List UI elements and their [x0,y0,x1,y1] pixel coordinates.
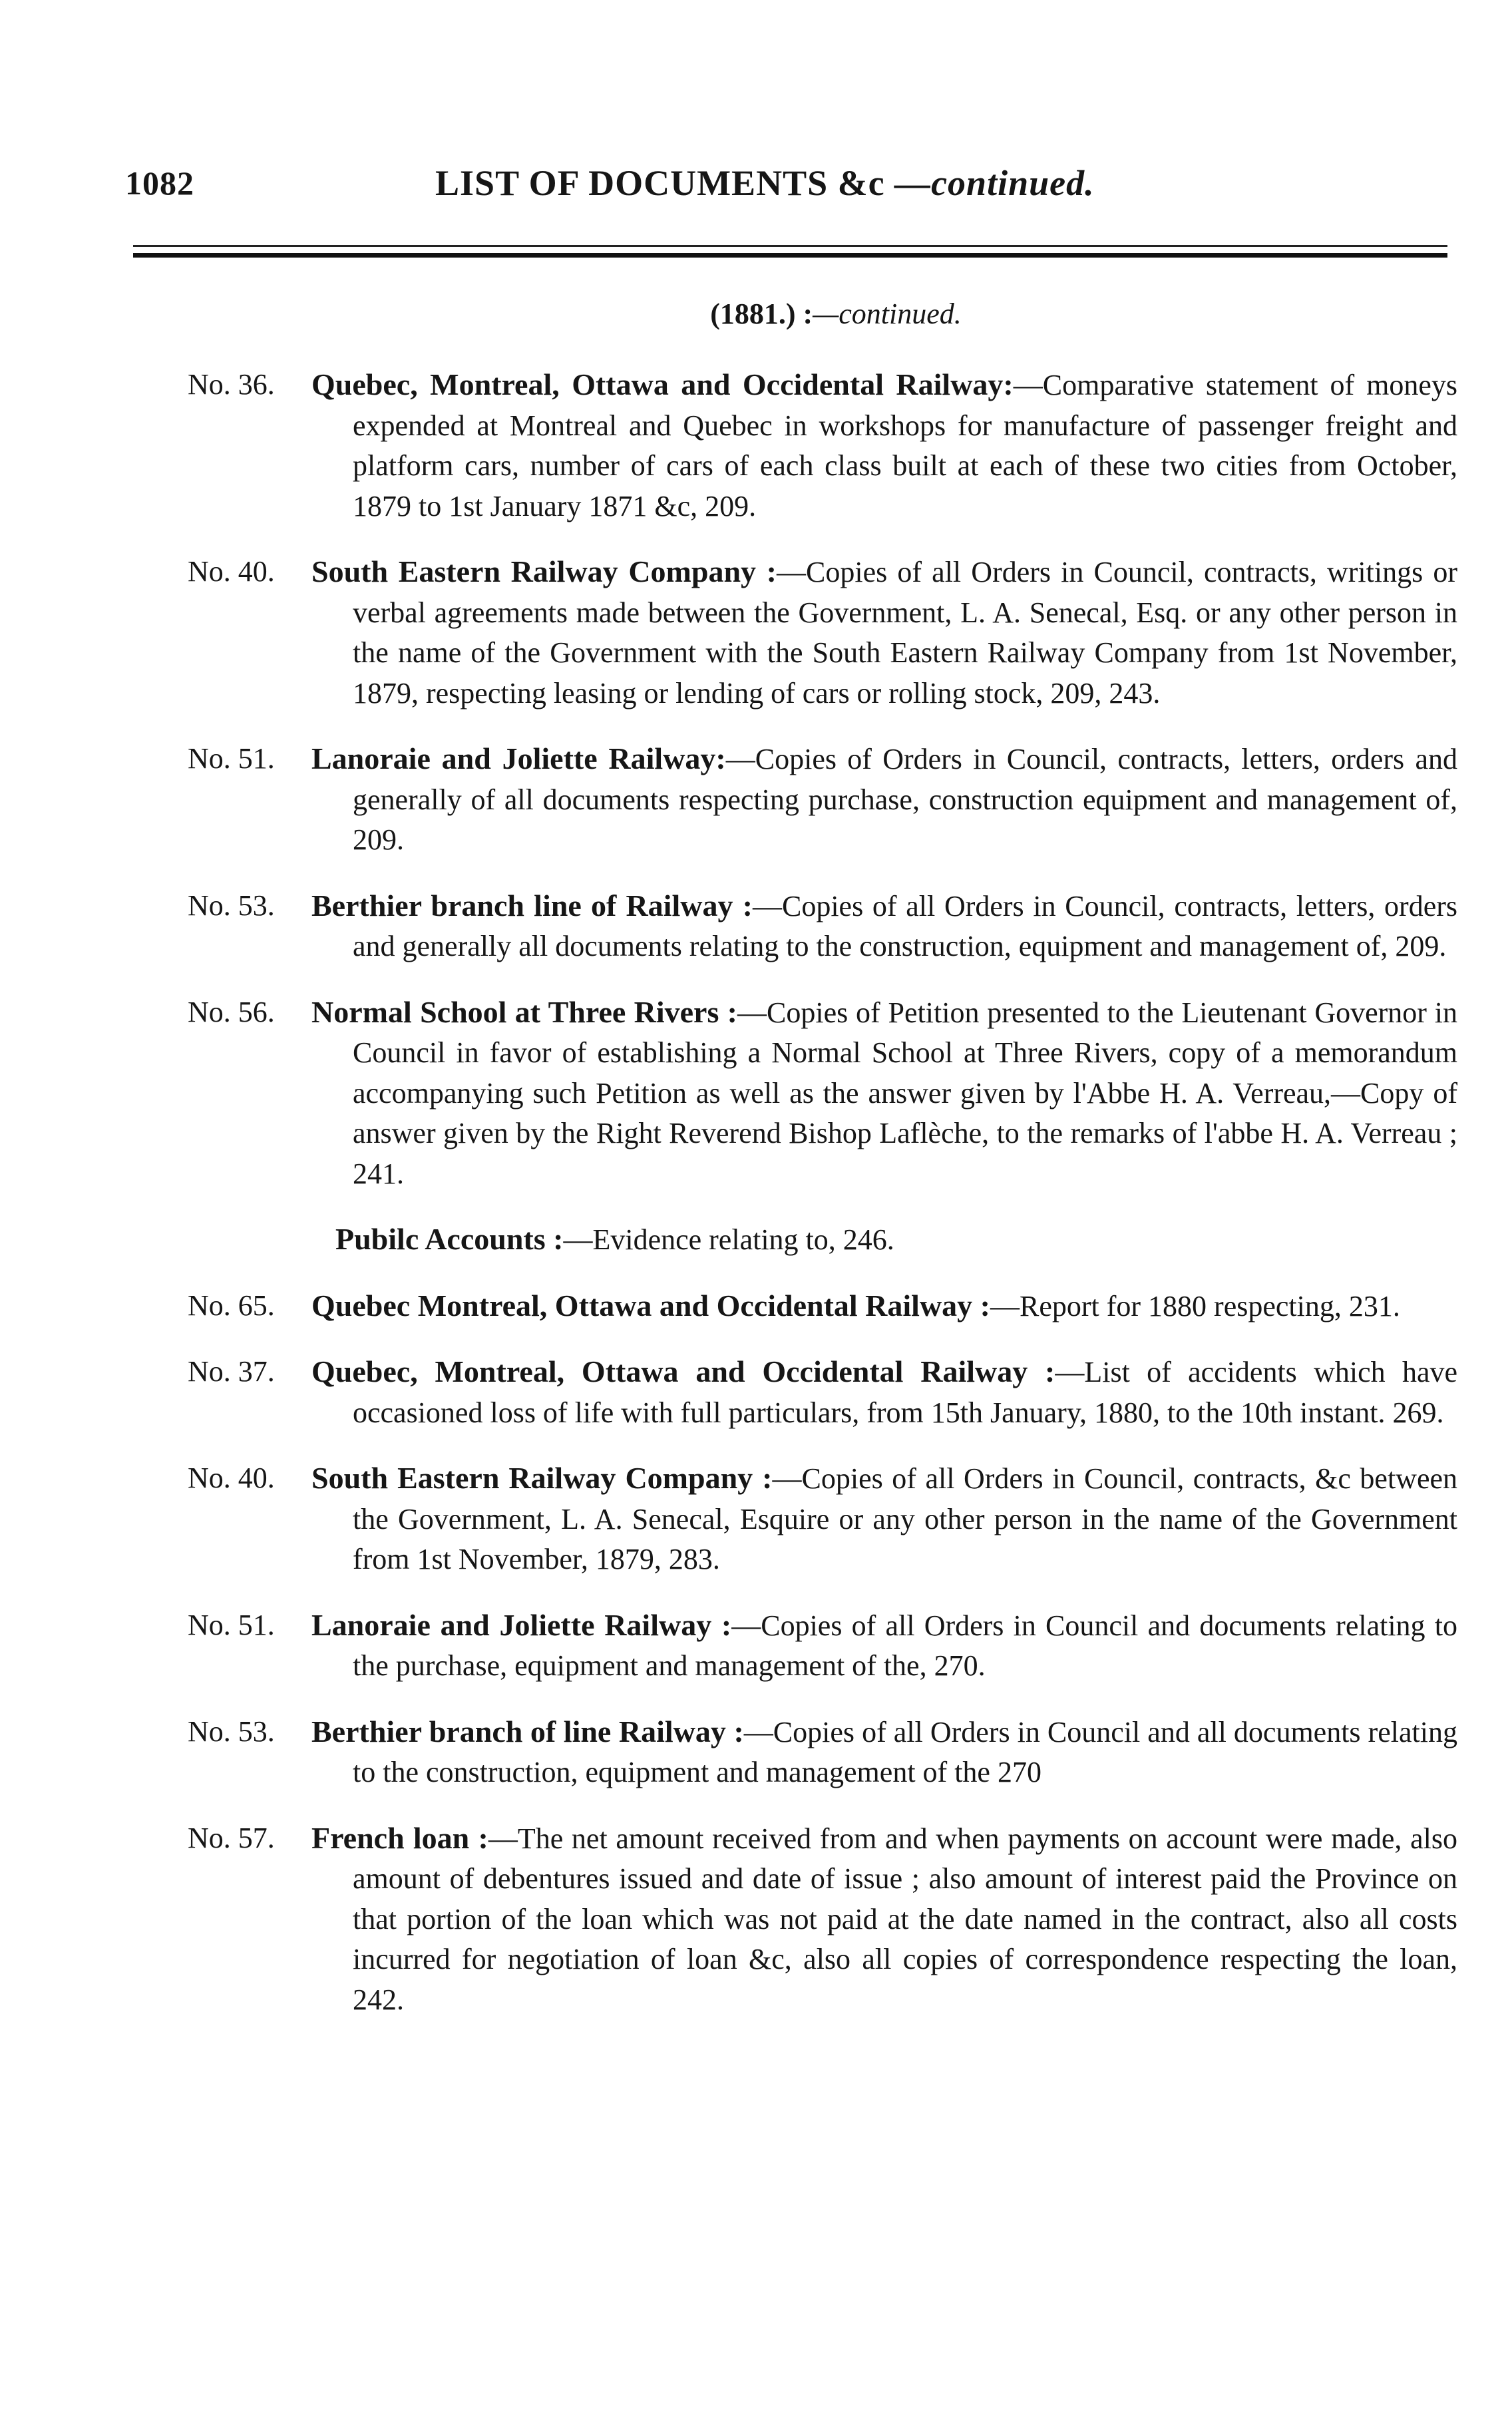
entry-description: —List of accidents which have occasioned loss of life with full particulars, from 15th January, 1880, to the 10th instant. 269. [353,1356,1457,1429]
entry-title: Berthier branch of line Railway : [311,1714,744,1748]
section-heading [0,297,1512,331]
entry-title: South Eastern Railway Company : [311,1461,773,1495]
entry-title: South Eastern Railway Company : [311,554,777,588]
entry-description: —The net amount received from and when payments on account were made, also amount of debentures issued and date of issue ; also amount of interest paid the Province on that portion of the loan which was not paid at the date named in the contract, also all costs incurred for negotiation of loan &c, also all copies of correspondence respecting the loan, 242. [353,1822,1457,2016]
entry-title: Lanoraie and Joliette Railway : [311,1607,732,1642]
entry-number: No. 36. [188,368,275,401]
entry-title: Pubilc Accounts : [335,1222,564,1256]
entry-description: —Copies of Orders in Council, contracts, letters, orders and generally of all documents respecting purchase, construction equipment and management of, 209. [353,743,1457,856]
entry-number: No. 65. [188,1289,275,1322]
page-title-text: LIST OF DOCUMENTS &c [435,163,885,203]
entry-description: —Copies of all Orders in Council, contracts, writings or verbal agreements made between the Government, L. A. Senecal, Esq. or any other person in the name of the Government with the South Eastern Railway Company from 1st November, 1879, respecting leasing or lending of cars or rolling stock, 209, 243. [353,556,1457,709]
entry-body [311,1286,1457,1327]
list-item [188,1605,1457,1687]
document-list [188,365,1457,2045]
entry-number: No. 57. [188,1821,275,1854]
page-title-suffix: —continued. [894,163,1095,203]
entry-number: No. 40. [188,555,275,588]
entry-body [311,365,1457,526]
entry-body [311,1352,1457,1433]
entry-title: Quebec, Montreal, Ottawa and Occidental Railway : [311,1354,1055,1388]
entry-body [335,1219,1457,1261]
entry-description: —Copies of Petition presented to the Lieutenant Governor in Council in favor of establishing a Normal School at Three Rivers, copy of a memorandum accompanying such Petition as well as the answer given by l'Abbe H. A. Verreau,—Copy of answer given by the Right Reverend Bishop Laflèche, to the remarks of l'abbe H. A. Verreau ; 241. [353,996,1457,1190]
entry-title: Quebec Montreal, Ottawa and Occidental Railway : [311,1288,990,1322]
entry-body [311,1818,1457,2021]
entry-description: —Copies of all Orders in Council, contracts, &c between the Government, L. A. Senecal, Esquire or any other person in the name of the Government from 1st November, 1879, 283. [353,1462,1457,1575]
entry-title: French loan : [311,1820,488,1855]
header-rule-thin [133,245,1447,247]
entry-description: —Copies of all Orders in Council and documents relating to the purchase, equipment and management of the, 270. [353,1609,1457,1682]
entry-body [311,739,1457,861]
entry-number: No. 53. [188,889,275,922]
entry-description: —Copies of all Orders in Council and all documents relating to the construction, equipment and management of the 270 [353,1715,1458,1788]
list-item [188,1458,1457,1580]
entry-description: —Copies of all Orders in Council, contracts, letters, orders and generally all documents relating to the construction, equipment and management of, 209. [353,889,1457,962]
entry-body [311,1458,1457,1580]
list-item [188,1712,1457,1793]
list-item [188,992,1457,1195]
entry-body [311,1605,1457,1687]
entry-title: Lanoraie and Joliette Railway: [311,741,726,775]
entry-body [311,992,1457,1195]
header-rule-thick [133,253,1447,258]
list-item [188,886,1457,967]
entry-title: Normal School at Three Rivers : [311,994,737,1029]
entry-body [311,552,1457,713]
entry-number: No. 56. [188,995,275,1028]
entry-title: Quebec, Montreal, Ottawa and Occidental Railway: [311,367,1014,401]
list-item [188,1818,1457,2021]
entry-number: No. 51. [188,742,275,775]
entry-body [311,1712,1457,1793]
page-number: 1082 [125,164,194,202]
entry-number: No. 51. [188,1608,275,1641]
entry-description: —Evidence relating to, 246. [563,1223,894,1256]
entry-body [311,886,1457,967]
list-item [188,365,1457,526]
list-item [188,1219,1457,1261]
entry-description: —Comparative statement of moneys expended at Montreal and Quebec in workshops for manufacture of passenger freight and platform cars, number of cars of each class built at each of these two cities from October, 1879 to 1st January 1871 &c, 209. [353,369,1457,522]
page-title [435,162,1095,204]
section-year: (1881.) : [710,298,813,330]
list-item [188,1286,1457,1327]
entry-number: No. 53. [188,1715,275,1748]
list-item [188,1352,1457,1433]
entry-description: —Report for 1880 respecting, 231. [990,1289,1400,1322]
list-item [188,552,1457,713]
list-item [188,739,1457,861]
entry-number: No. 40. [188,1462,275,1494]
entry-number: No. 37. [188,1355,275,1388]
section-year-suffix: —continued. [813,298,962,330]
entry-title: Berthier branch line of Railway : [311,888,753,922]
